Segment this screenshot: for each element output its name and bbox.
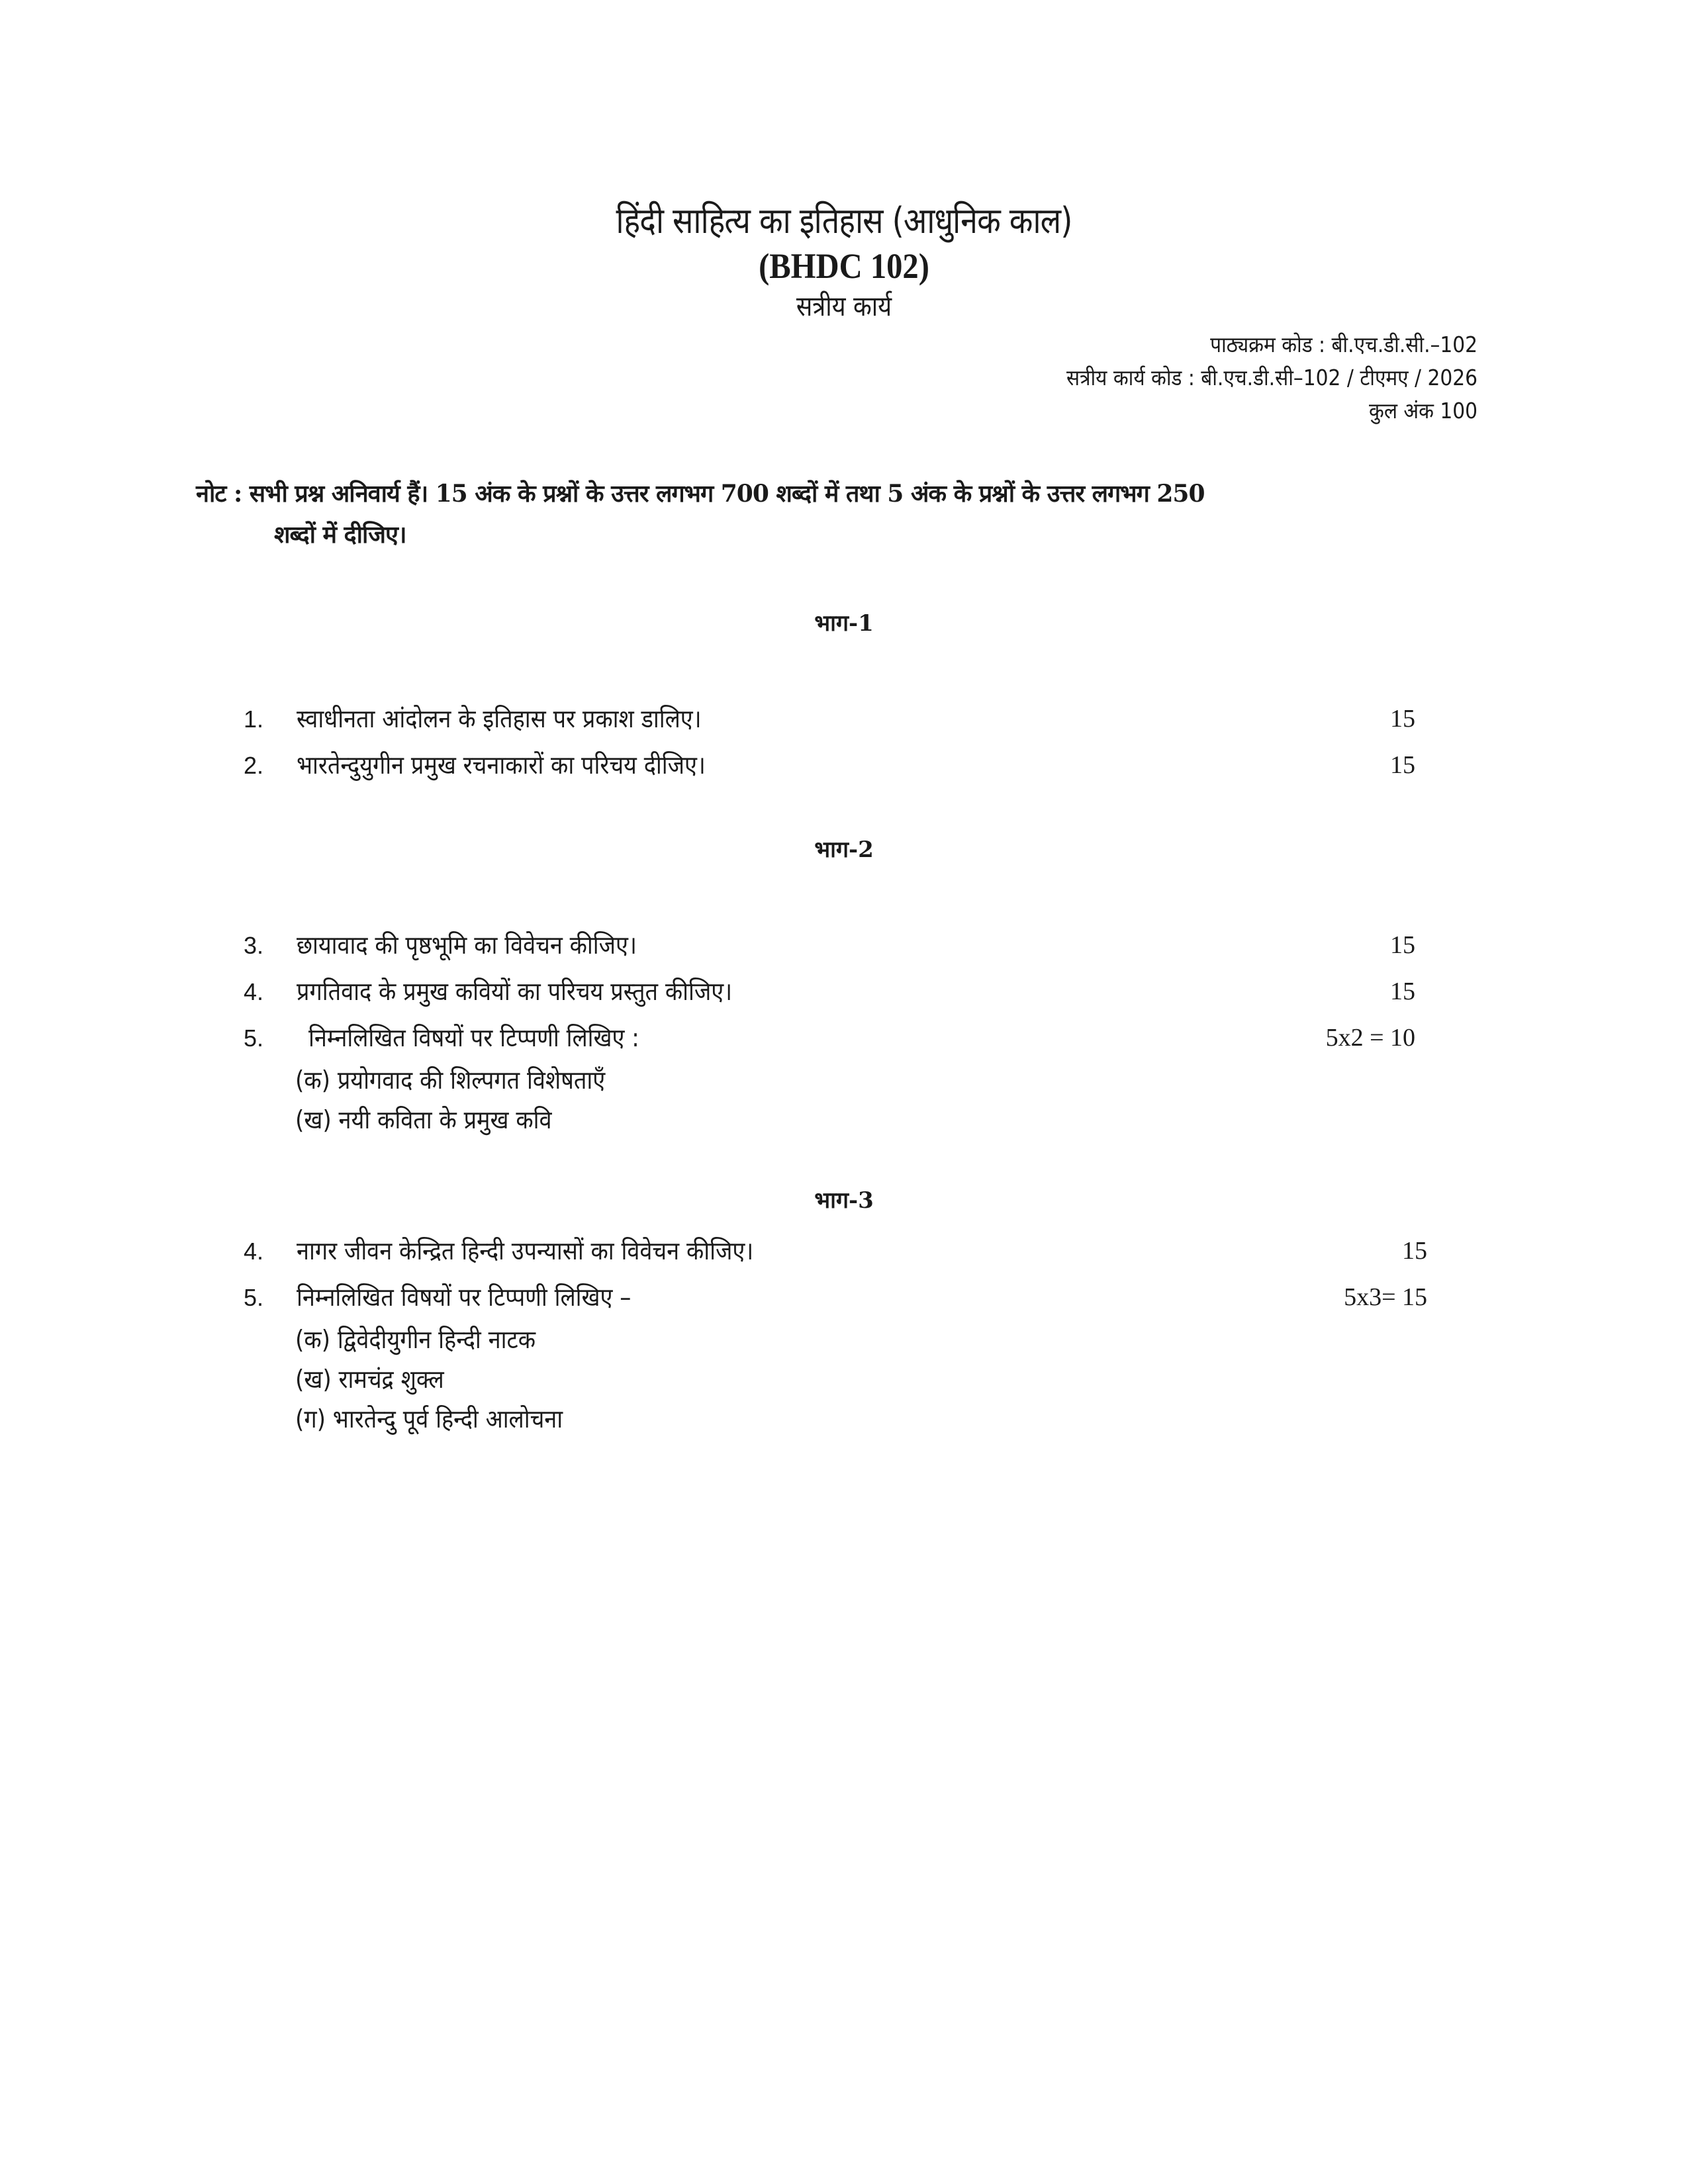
question-number: 5. bbox=[244, 1024, 264, 1052]
question-text: नागर जीवन केन्द्रित हिन्दी उपन्यासों का विवेचन कीजिए। bbox=[297, 1236, 754, 1265]
sub-question: (क) प्रयोगवाद की शिल्पगत विशेषताएँ bbox=[295, 1066, 606, 1095]
note-line-2: शब्दों में दीजिए। bbox=[274, 521, 406, 549]
question-marks: 5x2 = 10 bbox=[1325, 1024, 1415, 1052]
question-row bbox=[244, 700, 747, 738]
question-number: 4. bbox=[244, 1238, 264, 1265]
question-text: प्रगतिवाद के प्रमुख कवियों का परिचय प्रस्तुत कीजिए। bbox=[297, 977, 733, 1006]
sub-question: (ख) नयी कविता के प्रमुख कवि bbox=[295, 1105, 552, 1134]
question-text: निम्नलिखित विषयों पर टिप्पणी लिखिए – bbox=[297, 1283, 632, 1312]
meta-block bbox=[1021, 328, 1477, 428]
title-block bbox=[0, 196, 1688, 327]
question-row bbox=[244, 1019, 676, 1057]
section-heading-1: भाग-1 bbox=[814, 610, 874, 637]
question-text: निम्नलिखित विषयों पर टिप्पणी लिखिए : bbox=[308, 1023, 639, 1052]
question-number: 1. bbox=[244, 705, 264, 733]
course-code-title: (BHDC 102) bbox=[759, 246, 929, 286]
question-marks: 15 bbox=[1390, 751, 1415, 779]
section-heading-2: भाग-2 bbox=[814, 837, 874, 863]
page-subtitle: सत्रीय कार्य bbox=[796, 290, 892, 322]
section-heading-3: भाग-3 bbox=[814, 1187, 874, 1214]
total-marks-line: कुल अंक 100 bbox=[1368, 398, 1477, 424]
question-row bbox=[244, 1232, 804, 1270]
question-marks: 15 bbox=[1390, 978, 1415, 1005]
question-number: 4. bbox=[244, 978, 264, 1005]
question-marks: 15 bbox=[1402, 1237, 1427, 1265]
course-code-line: पाठ्यक्रम कोड : बी.एच.डी.सी.–102 bbox=[1210, 332, 1477, 357]
question-row bbox=[244, 1279, 669, 1316]
question-marks: 5x3= 15 bbox=[1344, 1283, 1427, 1311]
sub-question: (ग) भारतेन्दु पूर्व हिन्दी आलोचना bbox=[295, 1404, 563, 1433]
instructions-note bbox=[196, 473, 1487, 555]
question-row bbox=[244, 927, 675, 964]
question-row bbox=[244, 747, 751, 784]
assignment-code-line: सत्रीय कार्य कोड : बी.एच.डी.सी–102 / टीएमए / 2026 bbox=[1066, 365, 1477, 390]
question-row bbox=[244, 973, 780, 1011]
question-number: 5. bbox=[244, 1284, 264, 1311]
sub-question: (ख) रामचंद्र शुक्ल bbox=[295, 1365, 444, 1394]
question-text: स्वाधीनता आंदोलन के इतिहास पर प्रकाश डालिए। bbox=[297, 704, 702, 733]
question-text: छायावाद की पृष्ठभूमि का विवेचन कीजिए। bbox=[297, 931, 637, 960]
question-marks: 15 bbox=[1390, 931, 1415, 959]
question-text: भारतेन्दुयुगीन प्रमुख रचनाकारों का परिचय दीजिए। bbox=[297, 751, 706, 780]
note-line-1: नोट : सभी प्रश्न अनिवार्य हैं। 15 अंक के प्रश्नों के उत्तर लगभग 700 शब्दों में तथा 5 अंक के प्रश्नों के उत्तर लगभग 250 bbox=[196, 480, 1205, 508]
question-number: 3. bbox=[244, 932, 264, 959]
question-marks: 15 bbox=[1390, 705, 1415, 733]
sub-question: (क) द्विवेदीयुगीन हिन्दी नाटक bbox=[295, 1325, 536, 1354]
page-title: हिंदी साहित्य का इतिहास (आधुनिक काल) bbox=[616, 200, 1072, 242]
question-number: 2. bbox=[244, 752, 264, 779]
